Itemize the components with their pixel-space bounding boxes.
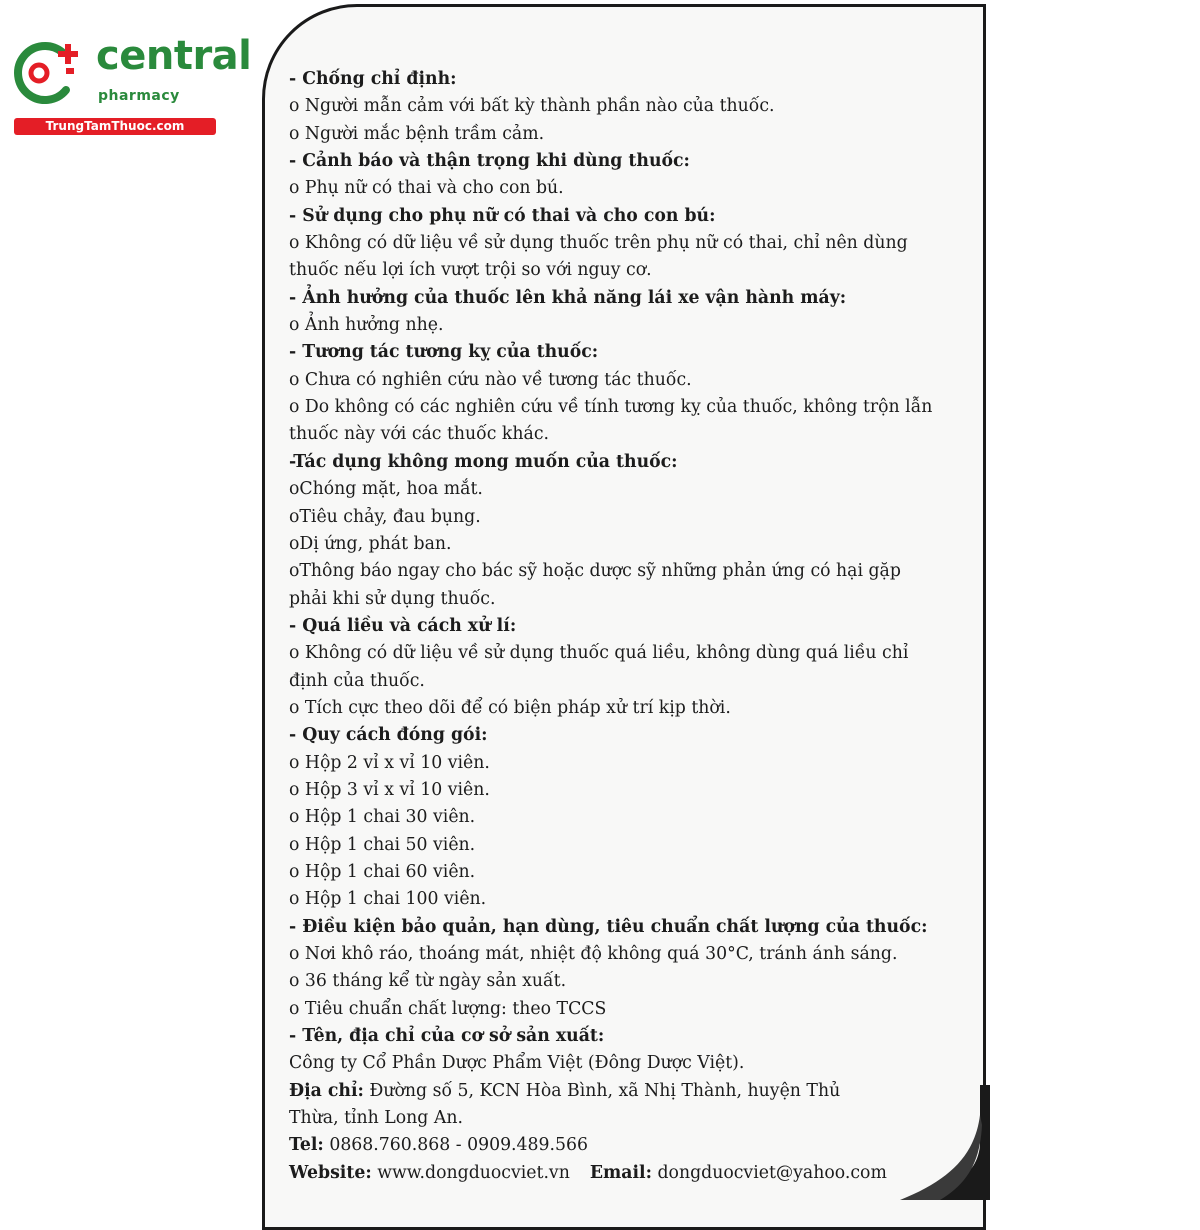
text-line: o Nơi khô ráo, thoáng mát, nhiệt độ không quá 30°C, tránh ánh sáng. bbox=[289, 944, 898, 964]
text-line: o Phụ nữ có thai và cho con bú. bbox=[289, 178, 564, 199]
text-line: o Người mẫn cảm với bất kỳ thành phần nào của thuốc. bbox=[289, 96, 775, 117]
text-line: Công ty Cổ Phần Dược Phẩm Việt (Đông Dược Việt). bbox=[289, 1053, 745, 1074]
text-line: o Do không có các nghiên cứu về tính tương kỵ của thuốc, không trộn lẫn bbox=[289, 397, 933, 418]
section-heading: - Tên, địa chỉ của cơ sở sản xuất: bbox=[289, 1026, 605, 1047]
section-heading: - Tương tác tương kỵ của thuốc: bbox=[289, 342, 599, 363]
text-line: o Ảnh hưởng nhẹ. bbox=[289, 315, 444, 336]
text-line: thuốc nếu lợi ích vượt trội so với nguy cơ. bbox=[289, 260, 652, 281]
leaflet-text bbox=[289, 66, 969, 1187]
text-line: oTiêu chảy, đau bụng. bbox=[289, 506, 481, 527]
text-line bbox=[289, 1160, 969, 1187]
text-line: o Hộp 1 chai 100 viên. bbox=[289, 889, 487, 910]
section-heading: - Ảnh hưởng của thuốc lên khả năng lái xe vận hành máy: bbox=[289, 287, 847, 308]
field-label: Email: bbox=[589, 1162, 652, 1183]
text-line: oDị ứng, phát ban. bbox=[289, 533, 452, 554]
text-line bbox=[289, 1078, 969, 1105]
pharmacy-cross-logo-icon bbox=[10, 38, 88, 108]
section-heading: - Sử dụng cho phụ nữ có thai và cho con bú: bbox=[289, 205, 716, 226]
brand-name: central bbox=[96, 33, 252, 79]
text-line: oChóng mặt, hoa mắt. bbox=[289, 479, 483, 500]
brand-website-badge: TrungTamThuoc.com bbox=[14, 118, 216, 135]
text-line: oThông báo ngay cho bác sỹ hoặc dược sỹ những phản ứng có hại gặp bbox=[289, 561, 901, 582]
brand-subtitle: pharmacy bbox=[98, 88, 180, 104]
section-heading: -Tác dụng không mong muốn của thuốc: bbox=[289, 451, 678, 472]
text-line: o Hộp 1 chai 60 viên. bbox=[289, 861, 476, 882]
central-pharmacy-logo bbox=[8, 33, 252, 136]
text-line: phải khi sử dụng thuốc. bbox=[289, 588, 496, 609]
field-value: www.dongduocviet.vn bbox=[371, 1162, 570, 1183]
text-line: o Chưa có nghiên cứu nào về tương tác thuốc. bbox=[289, 369, 692, 390]
text-line: định của thuốc. bbox=[289, 670, 425, 691]
text-line bbox=[289, 1132, 969, 1159]
text-line: o Tích cực theo dõi để có biện pháp xử trí kịp thời. bbox=[289, 697, 731, 718]
text-line: o Hộp 3 vỉ x vỉ 10 viên. bbox=[289, 779, 490, 800]
section-heading: - Chống chỉ định: bbox=[289, 69, 457, 89]
text-line: o 36 tháng kể từ ngày sản xuất. bbox=[289, 971, 567, 992]
text-line: Thừa, tỉnh Long An. bbox=[289, 1108, 463, 1129]
text-line: o Người mắc bệnh trầm cảm. bbox=[289, 123, 545, 144]
text-line: o Không có dữ liệu về sử dụng thuốc quá liều, không dùng quá liều chỉ bbox=[289, 643, 909, 664]
field-value: 0868.760.868 - 0909.489.566 bbox=[323, 1135, 589, 1156]
text-line: o Hộp 1 chai 30 viên. bbox=[289, 807, 476, 828]
field-label: Tel: bbox=[289, 1135, 324, 1156]
section-heading: - Quá liều và cách xử lí: bbox=[289, 615, 517, 636]
text-line: thuốc này với các thuốc khác. bbox=[289, 424, 550, 445]
field-value: Đường số 5, KCN Hòa Bình, xã Nhị Thành, huyện Thủ bbox=[363, 1080, 841, 1101]
section-heading: - Điều kiện bảo quản, hạn dùng, tiêu chuẩn chất lượng của thuốc: bbox=[289, 916, 928, 937]
field-value: dongduocviet@yahoo.com bbox=[652, 1162, 887, 1183]
section-heading: - Quy cách đóng gói: bbox=[289, 725, 488, 746]
field-label: Website: bbox=[289, 1162, 372, 1183]
text-line: o Hộp 1 chai 50 viên. bbox=[289, 834, 476, 855]
text-line: o Hộp 2 vỉ x vỉ 10 viên. bbox=[289, 752, 490, 773]
text-line: o Tiêu chuẩn chất lượng: theo TCCS bbox=[289, 998, 607, 1019]
text-line: o Không có dữ liệu về sử dụng thuốc trên phụ nữ có thai, chỉ nên dùng bbox=[289, 233, 908, 254]
section-heading: - Cảnh báo và thận trọng khi dùng thuốc: bbox=[289, 151, 690, 172]
field-label: Địa chỉ: bbox=[289, 1080, 364, 1101]
